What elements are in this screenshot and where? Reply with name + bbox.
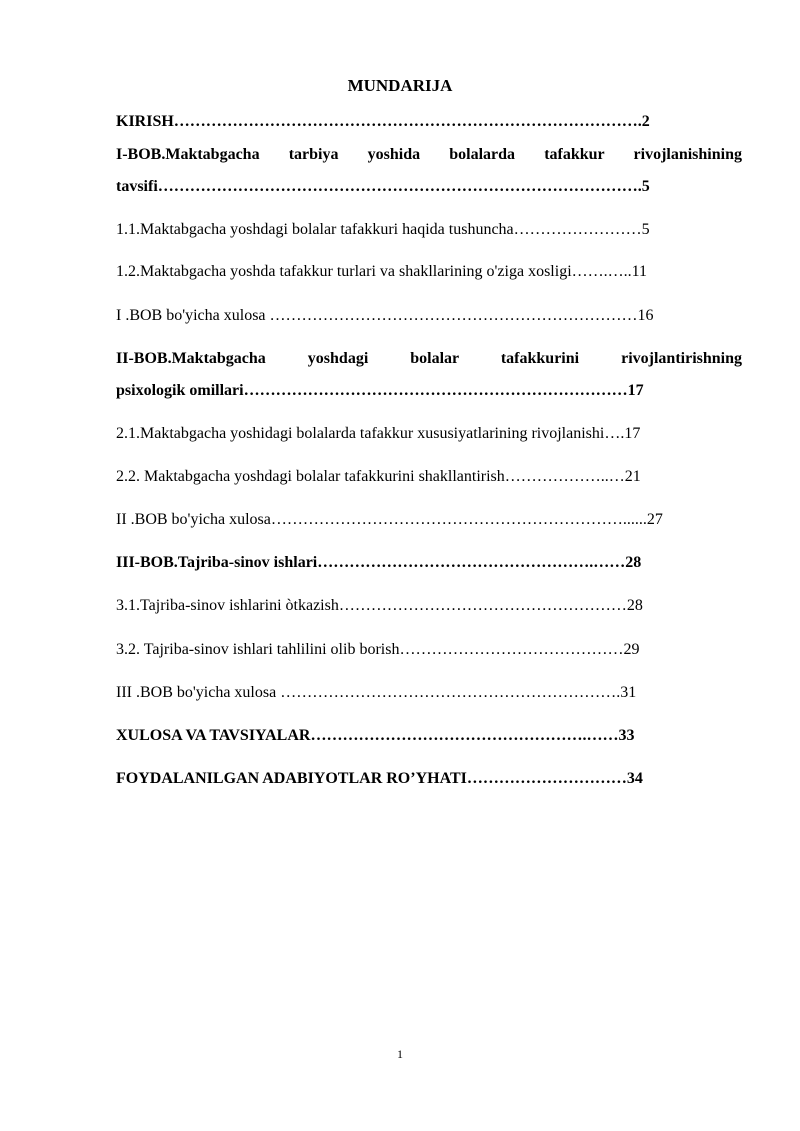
page-title: MUNDARIJA [347, 76, 453, 95]
toc-entry-bob2-line2: psixologik omillari………………………………………………………………17 [116, 382, 644, 399]
toc-entry-bob2-xulosa: II .BOB bo'yicha xulosa…………………………………………………………......27 [116, 511, 663, 528]
toc-entry-bob1-line1: I-BOB.Maktabgacha tarbiya yoshida bolalarda tafakkur rivojlanishining [116, 146, 742, 163]
toc-entry-3-2: 3.2. Tajriba-sinov ishlari tahlilini olib borish……………………………………29 [116, 641, 640, 658]
page-number: 1 [397, 1047, 403, 1061]
toc-entry-bob1 [116, 145, 742, 197]
toc-entry-bob2-line1: II-BOB.Maktabgacha yoshdagi bolalar tafakkurini rivojlantirishning [116, 350, 742, 367]
toc-entry-bob3-xulosa: III .BOB bo'yicha xulosa ……………………………………………………….31 [116, 684, 637, 701]
toc-entry-kirish: KIRISH…………………………………………………………………………….2 [116, 113, 650, 130]
toc-entry-1-2: 1.2.Maktabgacha yoshda tafakkur turlari va shakllarining o'ziga xosligi…….…..11 [116, 263, 648, 280]
toc-entry-bob1-line2: tavsifi……………………………………………………………………………….5 [116, 178, 650, 195]
toc-entry-bob3: III-BOB.Tajriba-sinov ishlari…………………………………………….……28 [116, 554, 642, 571]
toc-entry-bob2 [116, 349, 742, 401]
toc-entry-1-1: 1.1.Maktabgacha yoshdagi bolalar tafakkuri haqida tushuncha……………………5 [116, 221, 650, 238]
toc-entry-2-2: 2.2. Maktabgacha yoshdagi bolalar tafakkurini shakllantirish………………..…21 [116, 468, 641, 485]
toc-entry-adabiyotlar: FOYDALANILGAN ADABIYOTLAR RO’YHATI…………………………34 [116, 770, 643, 787]
toc-entry-bob1-xulosa: I .BOB bo'yicha xulosa ……………………………………………………………16 [116, 307, 654, 324]
toc-entry-2-1: 2.1.Maktabgacha yoshidagi bolalarda tafakkur xususiyatlarining rivojlanishi….17 [116, 425, 641, 442]
toc-entry-xulosa: XULOSA VA TAVSIYALAR…………………………………………….……33 [116, 727, 635, 744]
toc-entry-3-1: 3.1.Tajriba-sinov ishlarini òtkazish………………………………………………28 [116, 597, 643, 614]
